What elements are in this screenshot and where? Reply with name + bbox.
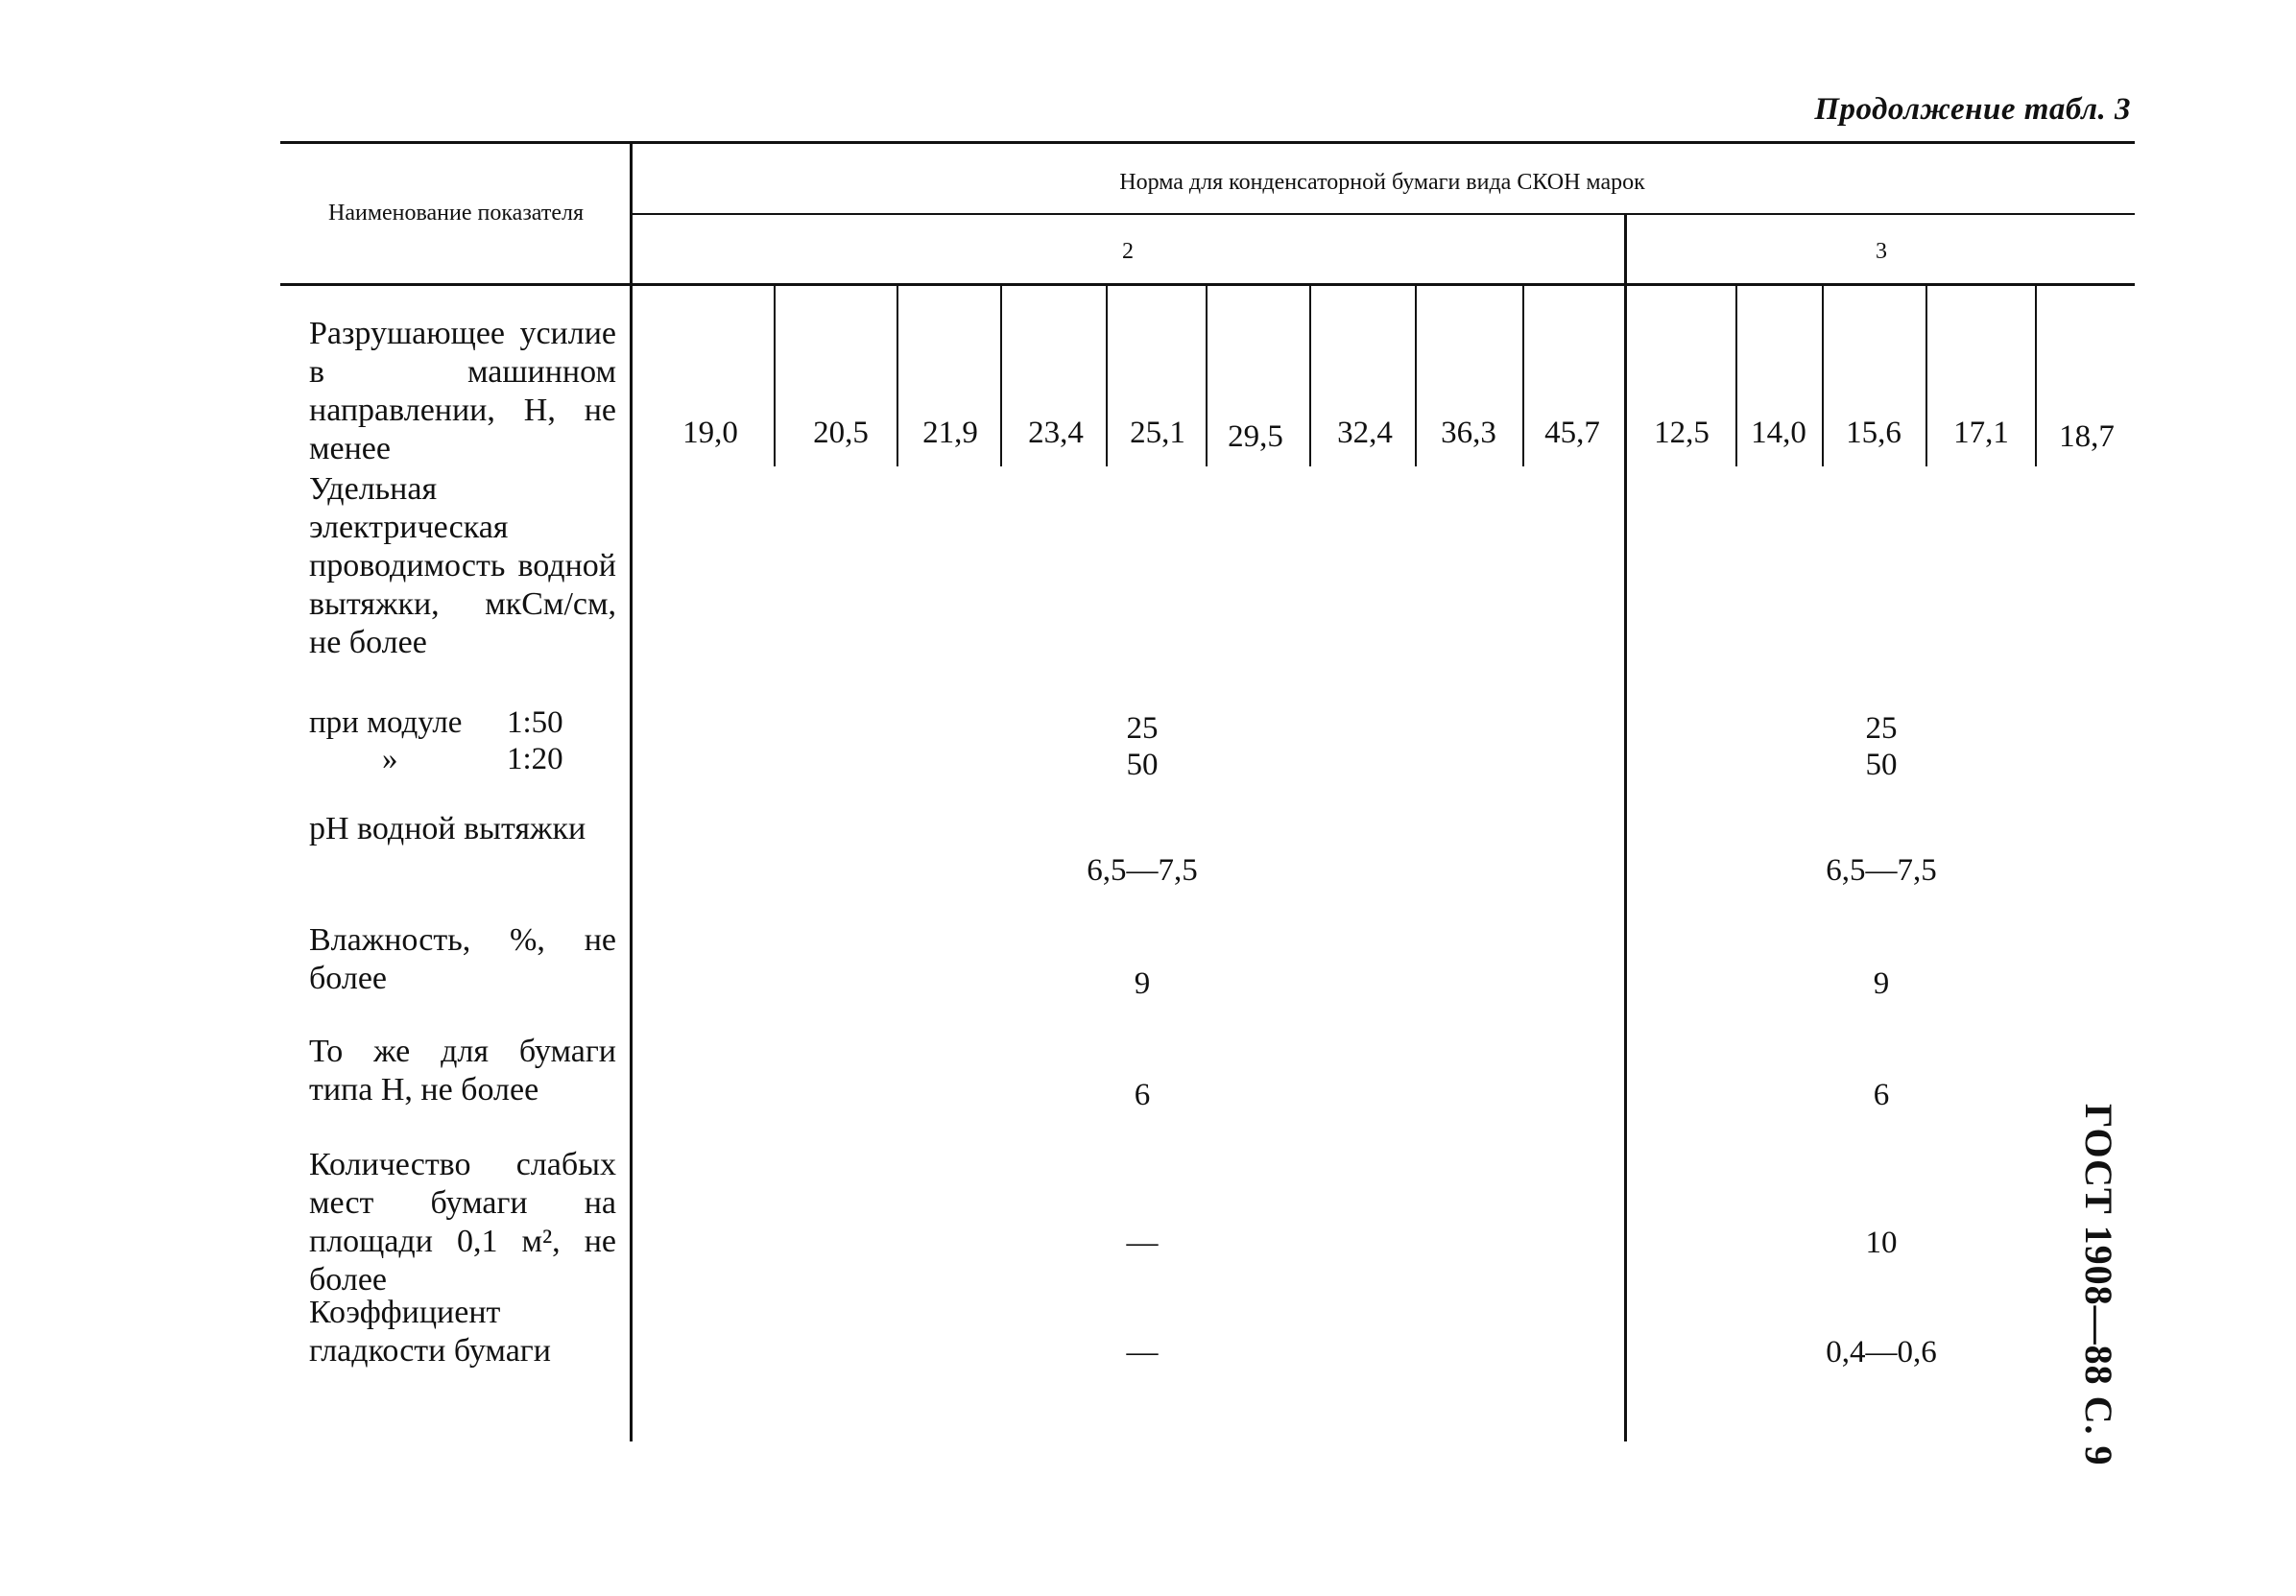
subcol-divider [1925, 284, 1927, 466]
row-label-weak-spots [309, 1146, 616, 1299]
subcol-divider [1000, 284, 1002, 466]
row-label-moisture-type-h [309, 1033, 616, 1109]
table-continuation-title: Продолжение табл. 3 [1814, 92, 2131, 127]
table-top-rule [280, 141, 2135, 144]
norm-header-rule [632, 213, 2135, 215]
row-label-text: То же для бумаги типа Н, не более [309, 1034, 616, 1108]
breaking-force-value: 19,0 [682, 416, 738, 450]
breaking-force-value: 18,7 [2059, 419, 2115, 454]
subcol-divider [1415, 284, 1417, 466]
breaking-force-value: 17,1 [1953, 416, 2009, 450]
grade-divider [1624, 215, 1627, 1441]
standard-page-reference: ГОСТ 1908—88 С. 9 [2077, 1104, 2120, 1466]
row-label-text: Влажность, %, не более [309, 922, 616, 996]
grade-2-header: 2 [1122, 239, 1134, 264]
header-bottom-rule [280, 283, 2135, 286]
grade-3-header: 3 [1876, 239, 1887, 264]
indicator-column-divider [630, 141, 633, 1441]
row-label-text: pH водной вытяжки [309, 811, 586, 846]
row-label-ph [309, 810, 616, 848]
breaking-force-value: 36,3 [1441, 416, 1496, 450]
row-label-text: Удельная электрическая проводимость водной вытяжки, мкСм/см, не более [309, 471, 616, 660]
ph-grade-2: 6,5—7,5 [1087, 853, 1198, 888]
row-label-conductivity [309, 470, 616, 662]
subcol-divider [1309, 284, 1311, 466]
breaking-force-value: 15,6 [1846, 416, 1901, 450]
module-1-20-grade-3: 50 [1865, 748, 1898, 782]
module-label-value: 1:50 [507, 705, 563, 740]
row-label-smoothness [309, 1294, 616, 1370]
breaking-force-value: 21,9 [922, 416, 978, 450]
module-label-prefix: » [382, 742, 398, 776]
module-1-50-grade-3: 25 [1865, 711, 1898, 746]
subcol-divider [2035, 284, 2037, 466]
row-label-text: Разрушающее усилие в машинном направлении, Н, не менее [309, 316, 616, 466]
breaking-force-value: 14,0 [1751, 416, 1806, 450]
norm-header: Норма для конденсаторной бумаги вида СКОН марок [1119, 170, 1645, 195]
breaking-force-value: 32,4 [1337, 416, 1393, 450]
breaking-force-value: 25,1 [1130, 416, 1185, 450]
subcol-divider [897, 284, 898, 466]
indicator-column-header: Наименование показателя [328, 201, 584, 226]
weak-spots-grade-2: — [1126, 1226, 1159, 1260]
row-label-breaking-force [309, 315, 616, 468]
breaking-force-value: 12,5 [1654, 416, 1710, 450]
breaking-force-value: 20,5 [813, 416, 869, 450]
moisture-grade-2: 9 [1134, 966, 1151, 1001]
breaking-force-value: 23,4 [1028, 416, 1084, 450]
module-1-20-grade-2: 50 [1126, 748, 1159, 782]
moisture-type-h-grade-2: 6 [1134, 1078, 1151, 1112]
moisture-grade-3: 9 [1873, 966, 1890, 1001]
weak-spots-grade-3: 10 [1865, 1226, 1898, 1260]
row-label-text: Коэффициент гладкости бумаги [309, 1295, 551, 1369]
moisture-type-h-grade-3: 6 [1873, 1078, 1890, 1112]
smoothness-grade-2: — [1126, 1335, 1159, 1370]
module-label-prefix: при модуле [309, 705, 463, 740]
breaking-force-value: 29,5 [1228, 419, 1283, 454]
row-label-moisture [309, 921, 616, 998]
ph-grade-3: 6,5—7,5 [1826, 853, 1937, 888]
row-label-text: Количество слабых мест бумаги на площади 0,1 м², не более [309, 1147, 616, 1298]
subcol-divider [1106, 284, 1108, 466]
subcol-divider [774, 284, 776, 466]
breaking-force-value: 45,7 [1544, 416, 1600, 450]
smoothness-grade-3: 0,4—0,6 [1826, 1335, 1937, 1370]
module-label-value: 1:20 [507, 742, 563, 776]
module-1-50-grade-2: 25 [1126, 711, 1159, 746]
